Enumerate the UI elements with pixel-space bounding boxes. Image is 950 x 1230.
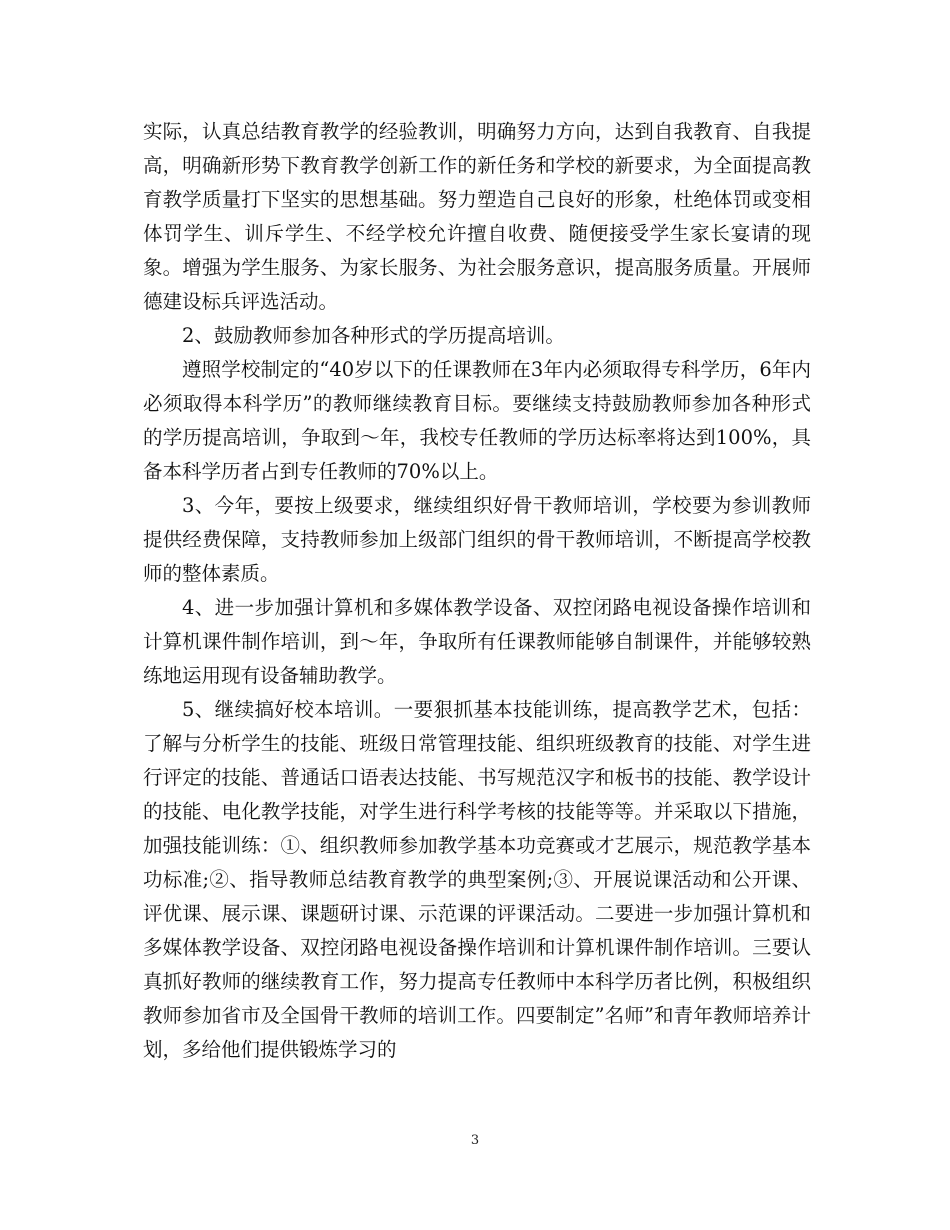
paragraph-item-4: 4、进一步加强计算机和多媒体教学设备、双控闭路电视设备操作培训和计算机课件制作培训，到～年，争取所有任课教师能够自制课件，并能够较熟练地运用现有设备辅助教学。: [143, 596, 811, 687]
paragraph-item-5: 5、继续搞好校本培训。一要狠抓基本技能训练，提高教学艺术，包括：了解与分析学生的技能、班级日常管理技能、组织班级教育的技能、对学生进行评定的技能、普通话口语表达技能、书写规范汉字和板书的技能、教学设计的技能、电化教学技能，对学生进行科学考核的技能等等。并采取以下措施，加强技能训练：①、组织教师参加教学基本功竞赛或才艺展示，规范教学基本功标准;②、指导教师总结教育教学的典型案例;③、开展说课活动和公开课、评优课、展示课、课题研讨课、示范课的评课活动。二要进一步加强计算机和多媒体教学设备、双控闭路电视设备操作培训和计算机课件制作培训。三要认真抓好教师的继续教育工作，努力提高专任教师中本科学历者比例，积极组织教师参加省市及全国骨干教师的培训工作。四要制定”名师”和青年教师培养计划，多给他们提供锻炼学习的: [143, 698, 811, 1061]
page-number: 3: [470, 1133, 480, 1148]
document-body: [143, 115, 811, 1067]
paragraph-continuation: 实际，认真总结教育教学的经验教训，明确努力方向，达到自我教育、自我提高，明确新形势下教育教学创新工作的新任务和学校的新要求，为全面提高教育教学质量打下坚实的思想基础。努力塑造自己良好的形象，杜绝体罚或变相体罚学生、训斥学生、不经学校允许擅自收费、随便接受学生家长宴请的现象。增强为学生服务、为家长服务、为社会服务意识，提高服务质量。开展师德建设标兵评选活动。: [143, 120, 811, 313]
paragraph-item-2-body: 遵照学校制定的“40岁以下的任课教师在3年内必须取得专科学历，6年内必须取得本科学历”的教师继续教育目标。要继续支持鼓励教师参加各种形式的学历提高培训，争取到～年，我校专任教师的学历达标率将达到100%，具备本科学历者占到专任教师的70%以上。: [143, 358, 811, 483]
paragraph-item-3: 3、今年，要按上级要求，继续组织好骨干教师培训，学校要为参训教师提供经费保障，支持教师参加上级部门组织的骨干教师培训，不断提高学校教师的整体素质。: [143, 494, 811, 585]
paragraph-item-2-heading: 2、鼓励教师参加各种形式的学历提高培训。: [182, 324, 565, 347]
